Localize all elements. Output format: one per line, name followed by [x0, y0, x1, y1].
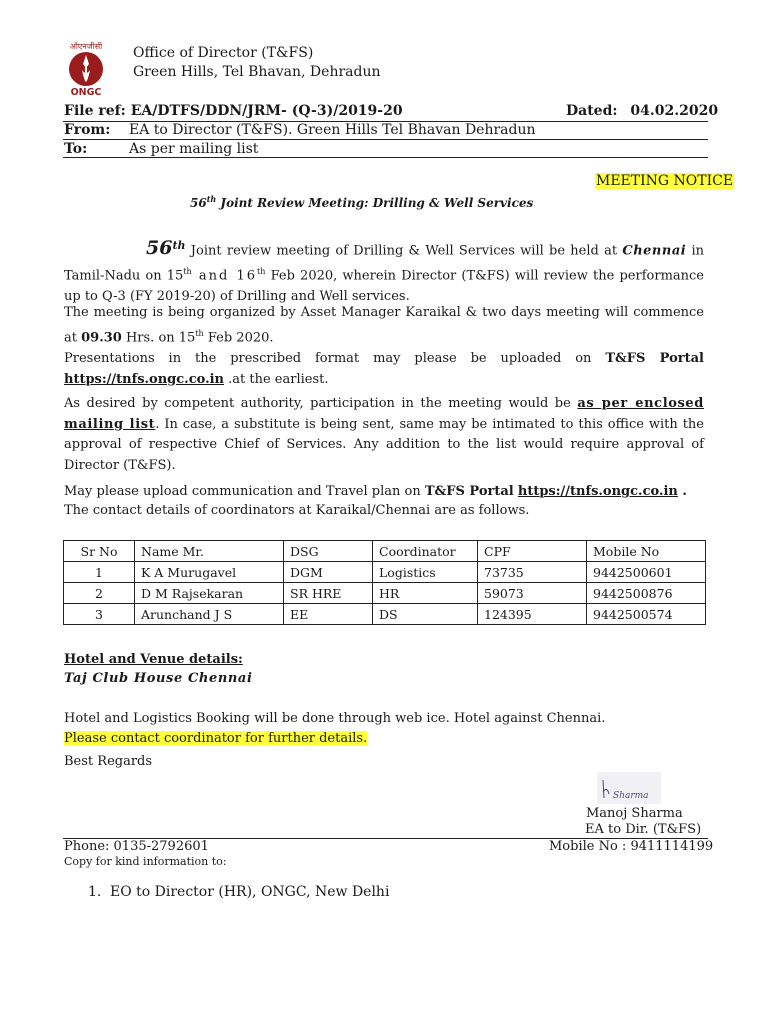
mailing-list-link[interactable]: as per enclosed mailing list	[64, 396, 704, 432]
signatory-designation: EA to Dir. (T&FS)	[585, 822, 702, 837]
from-label: From:	[64, 122, 111, 138]
table-cell: 3	[64, 604, 135, 625]
table-cell: 9442500574	[587, 604, 706, 625]
best-regards: Best Regards	[64, 754, 153, 769]
list-number: 1.	[88, 884, 102, 900]
p2-text-b: Hrs. on 15	[121, 329, 196, 345]
p1-sup-2: th	[183, 266, 192, 276]
footer-mobile: Mobile No : 9411114199	[549, 839, 714, 854]
p2-text-c: Feb 2020.	[203, 329, 274, 345]
to-label: To:	[64, 141, 88, 157]
table-cell: D M Rajsekaran	[135, 583, 284, 604]
from-value: EA to Director (T&FS). Green Hills Tel Bhavan Dehradun	[129, 122, 536, 138]
meeting-time: 09.30	[81, 329, 122, 345]
p1-text-b: in Tamil-Nadu on 15	[64, 243, 704, 284]
logo-hindi-text: ओएनजीसी	[69, 42, 103, 51]
table-header: Mobile No	[587, 541, 706, 562]
ongc-logo	[58, 40, 114, 96]
table-cell: 1	[64, 562, 135, 583]
portal-link[interactable]: https://tnfs.ongc.co.in	[64, 371, 224, 387]
table-cell: DGM	[284, 562, 373, 583]
p1-text-d: Feb 2020, wherein Director (T&FS) will review the performance up to Q-3 (FY 2019-20) of Drilling and Well services.	[64, 268, 704, 304]
header-rule-2	[63, 139, 708, 140]
table-header: DSG	[284, 541, 373, 562]
contact-note: Please contact coordinator for further details.	[64, 731, 368, 746]
table-cell: K A Murugavel	[135, 562, 284, 583]
logo-ongc-text: ONGC	[70, 87, 102, 96]
p5-text-a: May please upload communication and Travel plan on	[64, 484, 425, 499]
table-cell: 9442500876	[587, 583, 706, 604]
table-cell: Logistics	[373, 562, 478, 583]
dated-value: 04.02.2020	[630, 103, 719, 119]
p1-text-a: Joint review meeting of Drilling & Well Services will be held at	[185, 243, 623, 259]
dated-label: Dated:	[566, 103, 618, 119]
meeting-notice-label: MEETING NOTICE	[596, 173, 734, 189]
table-cell: SR HRE	[284, 583, 373, 604]
coordinators-table	[63, 540, 706, 625]
booking-info: Hotel and Logistics Booking will be done through web ice. Hotel against Chennai.	[64, 711, 606, 726]
table-header: Coordinator	[373, 541, 478, 562]
meeting-subtitle	[190, 194, 533, 210]
table-cell: 73735	[478, 562, 587, 583]
file-ref: File ref: EA/DTFS/DDN/JRM- (Q-3)/2019-20	[64, 103, 403, 119]
copy-list-item	[88, 884, 389, 900]
copy-list-item-text: EO to Director (HR), ONGC, New Delhi	[110, 884, 390, 900]
p3-text-a: Presentations in the prescribed format may please be uploaded on	[64, 351, 606, 366]
meeting-number-sup: th	[172, 239, 186, 252]
p2-text-a: The meeting is being organized by Asset Manager Karaikal & two days meeting will commence at	[64, 305, 704, 345]
hotel-name: Taj Club House Chennai	[64, 671, 253, 686]
subtitle-num: 56	[190, 196, 207, 210]
p5-text-b: .	[677, 484, 687, 499]
table-header-row	[64, 541, 706, 562]
table-cell: DS	[373, 604, 478, 625]
table-row	[64, 583, 706, 604]
signatory-name: Manoj Sharma	[586, 806, 683, 821]
copy-label: Copy for kind information to:	[64, 855, 227, 868]
p1-sup-3: th	[257, 266, 266, 276]
table-cell: EE	[284, 604, 373, 625]
paragraph-meeting-intro	[64, 236, 704, 307]
office-address	[133, 44, 381, 82]
header-rule-3	[63, 157, 708, 158]
table-row	[64, 604, 706, 625]
table-cell: 59073	[478, 583, 587, 604]
paragraph-contacts: The contact details of coordinators at Karaikal/Chennai are as follows.	[64, 503, 530, 518]
table-cell: 9442500601	[587, 562, 706, 583]
portal-name: T&FS Portal	[605, 351, 704, 366]
subtitle-text: Joint Review Meeting: Drilling & Well Services	[216, 196, 534, 210]
paragraph-upload	[64, 482, 704, 503]
table-cell: HR	[373, 583, 478, 604]
paragraph-organizer	[64, 303, 704, 348]
office-line-1: Office of Director (T&FS)	[133, 45, 314, 61]
table-header: Sr No	[64, 541, 135, 562]
table-header: Name Mr.	[135, 541, 284, 562]
footer-phone: Phone: 0135-2792601	[64, 839, 209, 854]
paragraph-participation	[64, 394, 704, 476]
p4-text-b: . In case, a substitute is being sent, same may be intimated to this office with the approval of respective Chief of Services. Any addition to the list would require approval of Director (T&FS).	[64, 416, 704, 473]
p2-sup: th	[195, 328, 204, 338]
table-cell: 124395	[478, 604, 587, 625]
meeting-number: 56	[146, 237, 173, 260]
table-header: CPF	[478, 541, 587, 562]
signature-image	[597, 772, 661, 804]
p1-text-c: and 16	[191, 268, 258, 284]
table-cell: Arunchand J S	[135, 604, 284, 625]
office-line-2: Green Hills, Tel Bhavan, Dehradun	[133, 64, 381, 80]
portal-name-2: T&FS Portal	[424, 484, 514, 499]
dated	[566, 103, 718, 119]
p3-text-b: .at the earliest.	[224, 371, 329, 387]
p4-text-a: As desired by competent authority, participation in the meeting would be	[64, 396, 578, 411]
table-row	[64, 562, 706, 583]
subtitle-sup: th	[206, 194, 217, 204]
portal-link-2[interactable]: https://tnfs.ongc.co.in	[517, 484, 678, 499]
table-cell: 2	[64, 583, 135, 604]
to-value: As per mailing list	[129, 141, 259, 157]
meeting-city: Chennai	[622, 243, 687, 259]
hotel-heading: Hotel and Venue details:	[64, 652, 243, 667]
signature-scribble: Sharma	[613, 791, 649, 801]
paragraph-presentations	[64, 349, 704, 390]
